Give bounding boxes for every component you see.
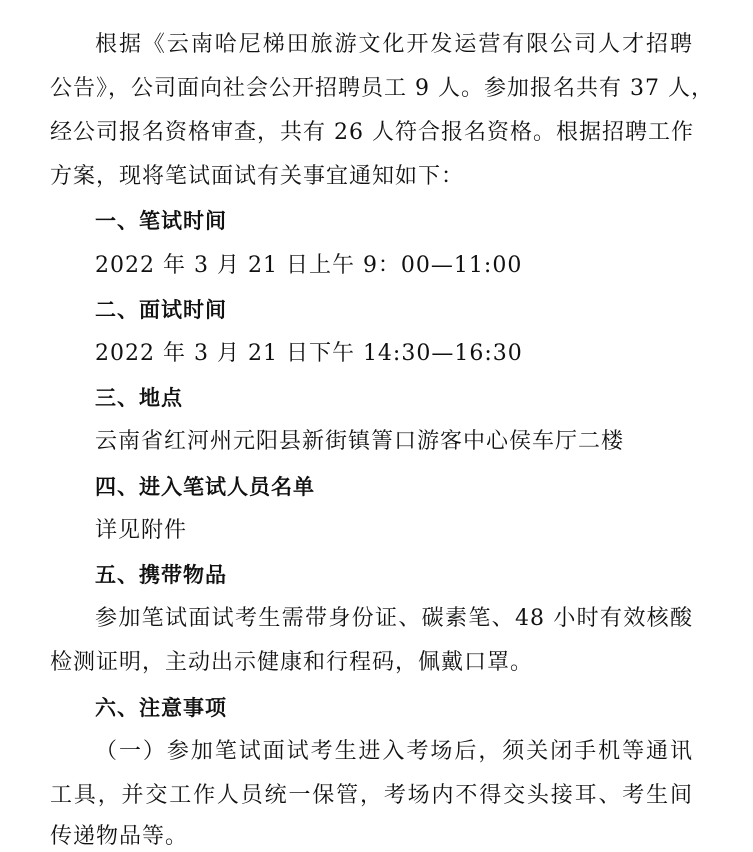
intro-line-1: 根据《云南哈尼梯田旅游文化开发运营有限公司人才招聘 — [95, 32, 693, 57]
section-body-location: 云南省红河州元阳县新街镇箐口游客中心侯车厅二楼 — [95, 429, 625, 454]
section-heading-location: 三、地点 — [95, 386, 183, 410]
section-heading-candidate-list: 四、进入笔试人员名单 — [95, 475, 315, 499]
section-body-candidate-list: 详见附件 — [95, 518, 188, 543]
section-body-interview-time: 2022 年 3 月 21 日下午 14:30—16:30 — [95, 341, 523, 366]
section-body-notes-line-2: 工具，并交工作人员统一保管，考场内不得交头接耳、考生间 — [50, 783, 693, 808]
section-body-notes-line-3: 传递物品等。 — [50, 824, 189, 849]
section-heading-exam-time: 一、笔试时间 — [95, 209, 227, 233]
intro-line-2: 公告》，公司面向社会公开招聘员工 9 人。参加报名共有 37 人， — [50, 76, 714, 101]
intro-line-4: 方案，现将笔试面试有关事宜通知如下： — [50, 164, 465, 189]
section-body-notes-line-1: （一）参加笔试面试考生进入考场后，须关闭手机等通讯 — [95, 739, 693, 764]
section-body-items-line-2: 检测证明，主动出示健康和行程码，佩戴口罩。 — [50, 650, 534, 675]
section-heading-interview-time: 二、面试时间 — [95, 298, 227, 322]
section-body-items-line-1: 参加笔试面试考生需带身份证、碳素笔、48 小时有效核酸 — [95, 606, 693, 631]
section-body-exam-time: 2022 年 3 月 21 日上午 9：00—11:00 — [95, 253, 523, 278]
section-heading-items-to-bring: 五、携带物品 — [95, 563, 227, 587]
section-heading-notes: 六、注意事项 — [95, 696, 227, 720]
intro-line-3: 经公司报名资格审查，共有 26 人符合报名资格。根据招聘工作 — [50, 120, 694, 145]
